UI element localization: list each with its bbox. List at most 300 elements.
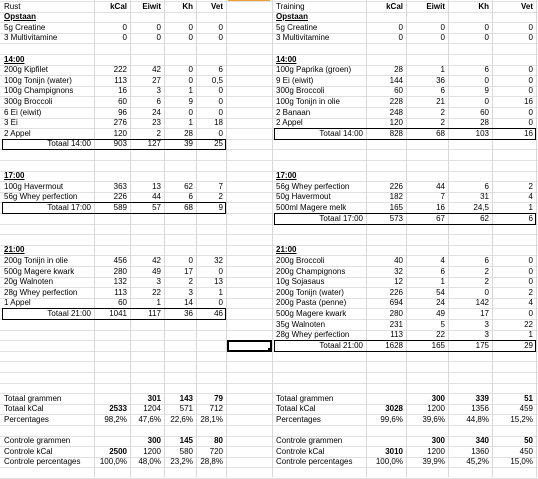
item-label[interactable]: 5g Creatine bbox=[276, 22, 318, 32]
total-value[interactable]: 573 bbox=[389, 213, 403, 223]
summary-value[interactable]: 1200 bbox=[143, 446, 161, 456]
value-cell[interactable]: 4 bbox=[528, 298, 533, 308]
item-label[interactable]: 200g Tonijn (water) bbox=[276, 287, 344, 297]
value-cell[interactable]: 0 bbox=[440, 33, 445, 43]
total-value[interactable]: 39 bbox=[184, 139, 193, 149]
value-cell[interactable]: 0 bbox=[528, 266, 533, 276]
summary-value[interactable]: 459 bbox=[519, 404, 533, 414]
value-cell[interactable]: 0 bbox=[188, 22, 193, 32]
value-cell[interactable]: 3 bbox=[156, 277, 161, 287]
value-cell[interactable]: 363 bbox=[113, 181, 127, 191]
total-label[interactable]: Totaal 21:00 bbox=[319, 340, 363, 350]
value-cell[interactable]: 280 bbox=[389, 308, 403, 318]
value-cell[interactable]: 456 bbox=[113, 255, 127, 265]
value-cell[interactable]: 28 bbox=[480, 118, 489, 128]
value-cell[interactable]: 0 bbox=[484, 22, 489, 32]
value-cell[interactable]: 6 bbox=[484, 65, 489, 75]
section-title[interactable]: 17:00 bbox=[4, 171, 25, 181]
value-cell[interactable]: 4 bbox=[528, 192, 533, 202]
value-cell[interactable]: 31 bbox=[480, 192, 489, 202]
item-label[interactable]: 1 Appel bbox=[4, 298, 31, 308]
value-cell[interactable]: 0 bbox=[188, 33, 193, 43]
value-cell[interactable]: 0 bbox=[484, 287, 489, 297]
value-cell[interactable]: 0 bbox=[156, 33, 161, 43]
value-cell[interactable]: 144 bbox=[389, 75, 403, 85]
value-cell[interactable]: 113 bbox=[114, 287, 127, 297]
item-label[interactable]: 3 Multivitamine bbox=[276, 33, 330, 43]
summary-label[interactable]: Totaal grammen bbox=[276, 393, 334, 403]
value-cell[interactable]: 0 bbox=[398, 22, 403, 32]
value-cell[interactable]: 222 bbox=[113, 65, 127, 75]
value-cell[interactable]: 226 bbox=[113, 192, 127, 202]
value-cell[interactable]: 1 bbox=[188, 86, 193, 96]
value-cell[interactable]: 16 bbox=[524, 96, 533, 106]
section-title[interactable]: 21:00 bbox=[276, 245, 297, 255]
value-cell[interactable]: 142 bbox=[475, 298, 489, 308]
summary-value[interactable]: 45,2% bbox=[466, 457, 489, 467]
value-cell[interactable]: 42 bbox=[152, 65, 161, 75]
section-title[interactable]: 21:00 bbox=[4, 245, 25, 255]
summary-value[interactable]: 340 bbox=[475, 436, 489, 446]
item-label[interactable]: 28g Whey perfection bbox=[276, 330, 350, 340]
total-label[interactable]: Totaal 14:00 bbox=[47, 139, 91, 149]
value-cell[interactable]: 17 bbox=[480, 308, 489, 318]
summary-label[interactable]: Controle percentages bbox=[4, 457, 81, 467]
value-cell[interactable]: 40 bbox=[394, 255, 403, 265]
summary-value[interactable]: 28,1% bbox=[200, 414, 223, 424]
value-cell[interactable]: 132 bbox=[113, 277, 127, 287]
summary-value[interactable]: 145 bbox=[179, 436, 193, 446]
value-cell[interactable]: 22 bbox=[152, 287, 161, 297]
column-header[interactable]: Eiwit bbox=[142, 1, 161, 11]
value-cell[interactable]: 60 bbox=[118, 96, 127, 106]
value-cell[interactable]: 28 bbox=[184, 128, 193, 138]
value-cell[interactable]: 44 bbox=[152, 192, 161, 202]
value-cell[interactable]: 3 bbox=[484, 330, 489, 340]
value-cell[interactable]: 3 bbox=[156, 86, 161, 96]
value-cell[interactable]: 1 bbox=[156, 298, 161, 308]
summary-value[interactable]: 47,6% bbox=[138, 414, 161, 424]
value-cell[interactable]: 226 bbox=[389, 181, 403, 191]
value-cell[interactable]: 0 bbox=[528, 65, 533, 75]
item-label[interactable]: 200g Kipfilet bbox=[4, 65, 49, 75]
summary-value[interactable]: 51 bbox=[524, 393, 533, 403]
summary-value[interactable]: 22,6% bbox=[170, 414, 193, 424]
item-label[interactable]: 500g Magere kwark bbox=[276, 308, 347, 318]
item-label[interactable]: 100g Tonijn (water) bbox=[4, 75, 72, 85]
value-cell[interactable]: 120 bbox=[389, 118, 403, 128]
summary-value[interactable]: 99,6% bbox=[380, 414, 403, 424]
value-cell[interactable]: 2 bbox=[484, 266, 489, 276]
item-label[interactable]: 100g Champignons bbox=[4, 86, 74, 96]
total-value[interactable]: 6 bbox=[528, 213, 533, 223]
item-label[interactable]: 6 Ei (eiwit) bbox=[4, 107, 42, 117]
fill-handle[interactable] bbox=[268, 348, 272, 352]
value-cell[interactable]: 0 bbox=[528, 86, 533, 96]
value-cell[interactable]: 120 bbox=[113, 128, 127, 138]
summary-value[interactable]: 50 bbox=[524, 436, 533, 446]
value-cell[interactable]: 6 bbox=[440, 86, 445, 96]
value-cell[interactable]: 24 bbox=[152, 107, 161, 117]
value-cell[interactable]: 228 bbox=[389, 96, 403, 106]
summary-value[interactable]: 580 bbox=[179, 446, 193, 456]
value-cell[interactable]: 1 bbox=[218, 287, 223, 297]
item-label[interactable]: 2 Appel bbox=[4, 128, 31, 138]
value-cell[interactable]: 24,5 bbox=[473, 202, 489, 212]
grid-row-line bbox=[0, 160, 538, 161]
grid-col-line bbox=[448, 0, 449, 477]
value-cell[interactable]: 113 bbox=[114, 75, 127, 85]
value-cell[interactable]: 276 bbox=[113, 118, 127, 128]
value-cell[interactable]: 24 bbox=[436, 298, 445, 308]
total-value[interactable]: 9 bbox=[218, 202, 223, 212]
summary-value[interactable]: 1356 bbox=[471, 404, 489, 414]
total-value[interactable]: 68 bbox=[184, 202, 193, 212]
value-cell[interactable]: 0 bbox=[218, 22, 223, 32]
grid-col-line bbox=[164, 0, 165, 477]
item-label[interactable]: 10g Sojasaus bbox=[276, 277, 325, 287]
summary-value[interactable] bbox=[368, 436, 403, 446]
item-label[interactable]: 35g Walnoten bbox=[276, 319, 326, 329]
summary-label[interactable]: Controle percentages bbox=[276, 457, 353, 467]
total-value[interactable]: 103 bbox=[475, 128, 489, 138]
value-cell[interactable]: 0 bbox=[484, 96, 489, 106]
summary-value[interactable]: 79 bbox=[214, 393, 223, 403]
value-cell[interactable]: 13 bbox=[214, 277, 223, 287]
summary-value[interactable]: 39,6% bbox=[422, 414, 445, 424]
summary-label[interactable]: Totaal kCal bbox=[4, 404, 44, 414]
value-cell[interactable]: 49 bbox=[152, 266, 161, 276]
summary-value[interactable] bbox=[96, 436, 127, 446]
value-cell[interactable]: 23 bbox=[152, 118, 161, 128]
value-cell[interactable]: 0,5 bbox=[211, 75, 223, 85]
value-cell[interactable]: 62 bbox=[184, 181, 193, 191]
summary-label[interactable]: Controle kCal bbox=[276, 446, 325, 456]
summary-value[interactable]: 28,8% bbox=[200, 457, 223, 467]
summary-value[interactable]: 1200 bbox=[427, 446, 445, 456]
value-cell[interactable]: 22 bbox=[436, 330, 445, 340]
summary-value[interactable]: 2533 bbox=[109, 404, 127, 414]
section-title[interactable]: 14:00 bbox=[4, 54, 25, 64]
item-label[interactable]: 100g Tonijn in olie bbox=[276, 96, 340, 106]
grid-row-line bbox=[0, 43, 538, 44]
value-cell[interactable]: 0 bbox=[484, 75, 489, 85]
value-cell[interactable]: 2 bbox=[188, 277, 193, 287]
value-cell[interactable]: 0 bbox=[528, 75, 533, 85]
item-label[interactable]: 28g Whey perfection bbox=[4, 287, 78, 297]
value-cell[interactable]: 22 bbox=[524, 319, 533, 329]
item-label[interactable]: 2 Appel bbox=[276, 118, 303, 128]
summary-value[interactable]: 720 bbox=[209, 446, 223, 456]
value-cell[interactable]: 16 bbox=[118, 86, 127, 96]
value-cell[interactable]: 36 bbox=[436, 75, 445, 85]
summary-value[interactable] bbox=[368, 394, 403, 404]
value-cell[interactable]: 6 bbox=[440, 266, 445, 276]
value-cell[interactable]: 231 bbox=[389, 319, 403, 329]
total-label[interactable]: Totaal 17:00 bbox=[319, 213, 363, 223]
item-label[interactable]: 56g Whey perfection bbox=[276, 181, 350, 191]
summary-value[interactable]: 44,8% bbox=[466, 414, 489, 424]
summary-value[interactable]: 143 bbox=[179, 393, 193, 403]
value-cell[interactable]: 0 bbox=[484, 33, 489, 43]
grid-row-line bbox=[0, 234, 538, 235]
section-title[interactable]: Opstaan bbox=[4, 12, 37, 22]
total-value[interactable]: 29 bbox=[524, 340, 533, 350]
item-label[interactable]: 500g Magere kwark bbox=[4, 266, 75, 276]
value-cell[interactable]: 44 bbox=[436, 181, 445, 191]
item-label[interactable]: 9 Ei (eiwit) bbox=[276, 75, 314, 85]
total-value[interactable]: 36 bbox=[184, 308, 193, 318]
column-header[interactable]: Eiwit bbox=[426, 1, 445, 11]
item-label[interactable]: 500ml Magere melk bbox=[276, 202, 347, 212]
summary-value[interactable]: 100,0% bbox=[375, 457, 403, 467]
item-label[interactable]: 56g Whey perfection bbox=[4, 192, 78, 202]
value-cell[interactable]: 0 bbox=[188, 107, 193, 117]
summary-value[interactable]: 339 bbox=[475, 393, 489, 403]
summary-label[interactable]: Percentages bbox=[4, 414, 49, 424]
column-header[interactable]: Vet bbox=[210, 1, 223, 11]
item-label[interactable]: 20g Walnoten bbox=[4, 277, 54, 287]
value-cell[interactable]: 5 bbox=[440, 319, 445, 329]
item-label[interactable]: 3 Multivitamine bbox=[4, 33, 58, 43]
grid-col-line bbox=[366, 0, 367, 477]
selected-cell[interactable] bbox=[227, 340, 272, 352]
value-cell[interactable]: 0 bbox=[188, 65, 193, 75]
summary-value[interactable]: 1200 bbox=[427, 404, 445, 414]
value-cell[interactable]: 0 bbox=[218, 33, 223, 43]
value-cell[interactable]: 60 bbox=[394, 86, 403, 96]
item-label[interactable]: 5g Creatine bbox=[4, 22, 46, 32]
value-cell[interactable]: 0 bbox=[218, 96, 223, 106]
value-cell[interactable]: 0 bbox=[188, 255, 193, 265]
summary-value[interactable] bbox=[96, 394, 127, 404]
total-value[interactable]: 67 bbox=[436, 213, 445, 223]
summary-label[interactable]: Controle kCal bbox=[4, 446, 53, 456]
total-value[interactable]: 68 bbox=[436, 128, 445, 138]
item-label[interactable]: 200g Tonijn in olie bbox=[4, 255, 68, 265]
value-cell[interactable]: 6 bbox=[484, 181, 489, 191]
item-label[interactable]: 100g Havermout bbox=[4, 181, 64, 191]
grid-col-line bbox=[536, 0, 537, 477]
value-cell[interactable]: 0 bbox=[218, 266, 223, 276]
value-cell[interactable]: 0 bbox=[528, 107, 533, 117]
summary-value[interactable]: 48,0% bbox=[138, 457, 161, 467]
value-cell[interactable]: 7 bbox=[218, 181, 223, 191]
value-cell[interactable]: 6 bbox=[484, 255, 489, 265]
value-cell[interactable]: 32 bbox=[214, 255, 223, 265]
summary-value[interactable]: 39,9% bbox=[422, 457, 445, 467]
value-cell[interactable]: 32 bbox=[394, 266, 403, 276]
value-cell[interactable]: 165 bbox=[389, 202, 403, 212]
value-cell[interactable]: 0 bbox=[528, 277, 533, 287]
grid-col-line bbox=[272, 0, 273, 477]
value-cell[interactable]: 1 bbox=[188, 118, 193, 128]
item-label[interactable]: 300g Broccoli bbox=[4, 96, 53, 106]
item-label[interactable]: 50g Havermout bbox=[276, 192, 331, 202]
summary-value[interactable]: 15,0% bbox=[510, 457, 533, 467]
value-cell[interactable]: 280 bbox=[113, 266, 127, 276]
summary-label[interactable]: Controle grammen bbox=[4, 436, 71, 446]
total-value[interactable]: 903 bbox=[113, 139, 127, 149]
value-cell[interactable]: 17 bbox=[184, 266, 193, 276]
value-cell[interactable]: 2 bbox=[484, 277, 489, 287]
section-title[interactable]: 14:00 bbox=[276, 54, 297, 64]
value-cell[interactable]: 6 bbox=[188, 192, 193, 202]
value-cell[interactable]: 42 bbox=[152, 255, 161, 265]
value-cell[interactable]: 12 bbox=[394, 277, 403, 287]
value-cell[interactable]: 0 bbox=[218, 107, 223, 117]
total-value[interactable]: 127 bbox=[147, 139, 161, 149]
value-cell[interactable]: 2 bbox=[218, 192, 223, 202]
value-cell[interactable]: 21 bbox=[436, 96, 445, 106]
total-value[interactable]: 16 bbox=[524, 128, 533, 138]
total-value[interactable]: 1628 bbox=[385, 340, 403, 350]
value-cell[interactable]: 1 bbox=[528, 202, 533, 212]
value-cell[interactable]: 0 bbox=[528, 33, 533, 43]
value-cell[interactable]: 0 bbox=[528, 308, 533, 318]
value-cell[interactable]: 27 bbox=[152, 75, 161, 85]
summary-value[interactable]: 1204 bbox=[143, 404, 161, 414]
value-cell[interactable]: 0 bbox=[528, 118, 533, 128]
grid-col-line bbox=[492, 0, 493, 477]
item-label[interactable]: 300g Broccoli bbox=[276, 86, 325, 96]
value-cell[interactable]: 16 bbox=[436, 202, 445, 212]
value-cell[interactable]: 1 bbox=[440, 65, 445, 75]
summary-value[interactable]: 98,2% bbox=[104, 414, 127, 424]
summary-value[interactable]: 100,0% bbox=[99, 457, 127, 467]
value-cell[interactable]: 49 bbox=[436, 308, 445, 318]
column-header[interactable]: Kh bbox=[478, 1, 489, 11]
value-cell[interactable]: 2 bbox=[156, 128, 161, 138]
grid-row-line bbox=[0, 372, 538, 373]
item-label[interactable]: 2 Banaan bbox=[276, 107, 311, 117]
value-cell[interactable]: 60 bbox=[480, 107, 489, 117]
value-cell[interactable]: 0 bbox=[398, 33, 403, 43]
value-cell[interactable]: 0 bbox=[218, 128, 223, 138]
value-cell[interactable]: 0 bbox=[156, 22, 161, 32]
summary-value[interactable]: 3028 bbox=[385, 404, 403, 414]
summary-value[interactable]: 300 bbox=[431, 393, 445, 403]
column-header[interactable]: kCal bbox=[386, 1, 403, 11]
summary-value[interactable]: 15,2% bbox=[510, 414, 533, 424]
item-label[interactable]: 200g Champignons bbox=[276, 266, 346, 276]
value-cell[interactable]: 2 bbox=[528, 181, 533, 191]
total-value[interactable]: 589 bbox=[113, 202, 127, 212]
summary-value[interactable]: 301 bbox=[147, 393, 161, 403]
section-title[interactable]: 17:00 bbox=[276, 171, 297, 181]
value-cell[interactable]: 0 bbox=[122, 33, 127, 43]
total-value[interactable]: 165 bbox=[431, 340, 445, 350]
grid-row-line bbox=[0, 425, 538, 426]
total-label[interactable]: Totaal 17:00 bbox=[47, 202, 91, 212]
grid-col-line bbox=[130, 0, 131, 477]
value-cell[interactable]: 96 bbox=[118, 107, 127, 117]
value-cell[interactable]: 113 bbox=[390, 330, 403, 340]
column-header[interactable]: kCal bbox=[110, 1, 127, 11]
summary-value[interactable]: 2500 bbox=[109, 446, 127, 456]
value-cell[interactable]: 6 bbox=[218, 65, 223, 75]
item-label[interactable]: 200g Pasta (penne) bbox=[276, 298, 347, 308]
column-header[interactable]: Kh bbox=[182, 1, 193, 11]
value-cell[interactable]: 2 bbox=[440, 118, 445, 128]
value-cell[interactable]: 0 bbox=[440, 22, 445, 32]
section-title[interactable]: Opstaan bbox=[276, 12, 309, 22]
total-label[interactable]: Totaal 21:00 bbox=[47, 308, 91, 318]
total-value[interactable]: 1041 bbox=[109, 308, 127, 318]
value-cell[interactable]: 248 bbox=[389, 107, 403, 117]
value-cell[interactable]: 60 bbox=[118, 298, 127, 308]
summary-label[interactable]: Totaal grammen bbox=[4, 393, 62, 403]
total-value[interactable]: 828 bbox=[389, 128, 403, 138]
grid-col-line bbox=[226, 0, 227, 477]
total-label[interactable]: Totaal 14:00 bbox=[319, 128, 363, 138]
summary-value[interactable]: 23,2% bbox=[170, 457, 193, 467]
grid-row-line bbox=[0, 361, 538, 362]
value-cell[interactable]: 694 bbox=[389, 298, 403, 308]
summary-label[interactable]: Percentages bbox=[276, 414, 321, 424]
value-cell[interactable]: 6 bbox=[156, 96, 161, 106]
value-cell[interactable]: 18 bbox=[214, 118, 223, 128]
value-cell[interactable]: 226 bbox=[389, 287, 403, 297]
value-cell[interactable]: 3 bbox=[188, 287, 193, 297]
total-value[interactable]: 46 bbox=[214, 308, 223, 318]
value-cell[interactable]: 1 bbox=[440, 277, 445, 287]
item-label[interactable]: 3 Ei bbox=[4, 118, 18, 128]
value-cell[interactable]: 0 bbox=[218, 86, 223, 96]
value-cell[interactable]: 0 bbox=[528, 255, 533, 265]
summary-value[interactable]: 300 bbox=[147, 436, 161, 446]
column-header[interactable]: Rust bbox=[4, 1, 21, 11]
item-label[interactable]: 100g Paprika (groen) bbox=[276, 65, 352, 75]
summary-value[interactable]: 571 bbox=[179, 404, 193, 414]
value-cell[interactable]: 1 bbox=[528, 330, 533, 340]
summary-value[interactable]: 712 bbox=[209, 404, 223, 414]
column-header[interactable]: Training bbox=[276, 1, 305, 11]
total-value[interactable]: 62 bbox=[480, 213, 489, 223]
summary-value[interactable]: 3010 bbox=[385, 446, 403, 456]
value-cell[interactable]: 182 bbox=[389, 192, 403, 202]
summary-label[interactable]: Controle grammen bbox=[276, 436, 343, 446]
value-cell[interactable]: 9 bbox=[484, 86, 489, 96]
total-value[interactable]: 175 bbox=[475, 340, 489, 350]
item-label[interactable]: 200g Broccoli bbox=[276, 255, 325, 265]
value-cell[interactable]: 2 bbox=[528, 287, 533, 297]
value-cell[interactable]: 0 bbox=[122, 22, 127, 32]
value-cell[interactable]: 54 bbox=[436, 287, 445, 297]
value-cell[interactable]: 2 bbox=[440, 107, 445, 117]
grid-col-line bbox=[94, 0, 95, 477]
value-cell[interactable]: 0 bbox=[528, 22, 533, 32]
value-cell[interactable]: 14 bbox=[184, 298, 193, 308]
value-cell[interactable]: 28 bbox=[394, 65, 403, 75]
value-cell[interactable]: 0 bbox=[218, 298, 223, 308]
summary-value[interactable]: 450 bbox=[519, 446, 533, 456]
total-value[interactable]: 57 bbox=[152, 202, 161, 212]
value-cell[interactable]: 3 bbox=[484, 319, 489, 329]
value-cell[interactable]: 7 bbox=[440, 192, 445, 202]
value-cell[interactable]: 13 bbox=[152, 181, 161, 191]
summary-value[interactable]: 1360 bbox=[471, 446, 489, 456]
value-cell[interactable]: 9 bbox=[188, 96, 193, 106]
total-value[interactable]: 25 bbox=[214, 139, 223, 149]
summary-value[interactable]: 300 bbox=[431, 436, 445, 446]
value-cell[interactable]: 4 bbox=[440, 255, 445, 265]
total-value[interactable]: 117 bbox=[148, 308, 161, 318]
summary-value[interactable]: 80 bbox=[214, 436, 223, 446]
value-cell[interactable]: 0 bbox=[188, 75, 193, 85]
column-header[interactable]: Vet bbox=[520, 1, 533, 11]
summary-label[interactable]: Totaal kCal bbox=[276, 404, 316, 414]
